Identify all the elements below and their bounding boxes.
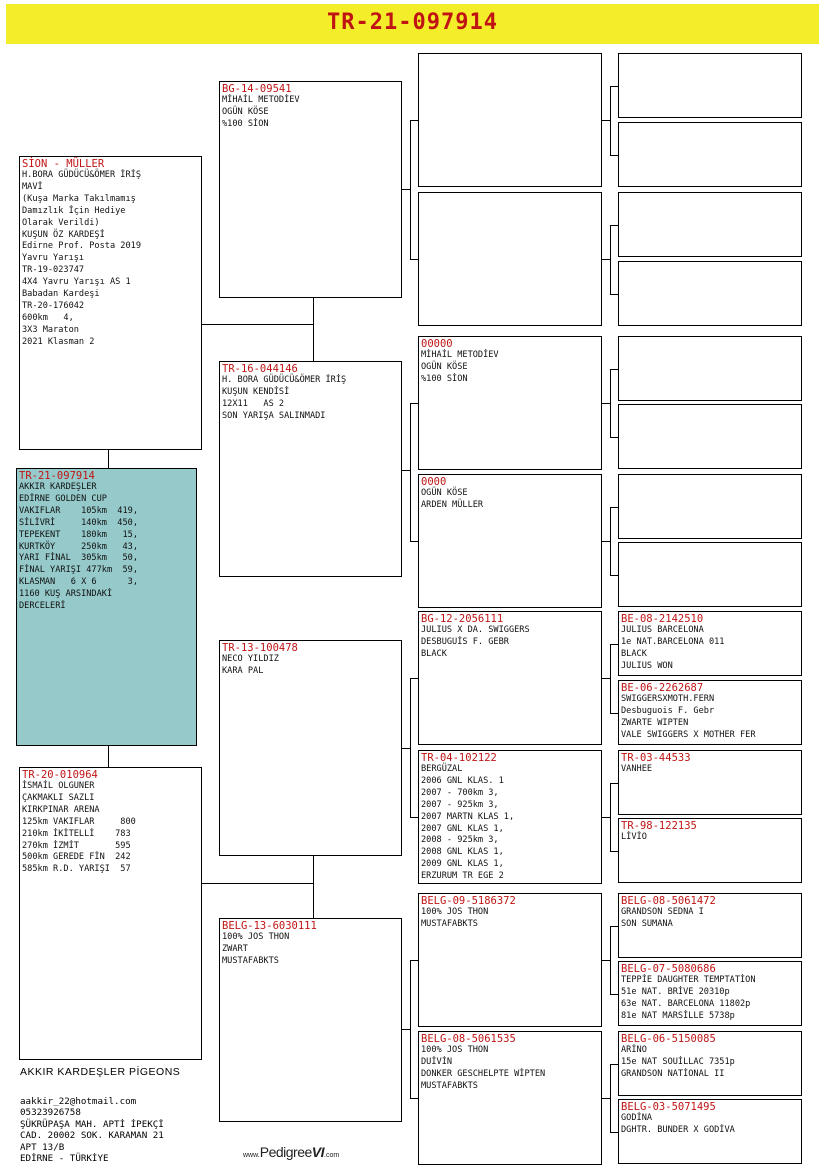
connector [610, 713, 618, 714]
pedigree-line: NECO YILDIZ [222, 654, 279, 664]
connector [602, 817, 610, 818]
pedigree-line: 3X3 Maraton [22, 324, 79, 335]
ring-number: SİON - MÜLLER [22, 158, 105, 170]
pedigree-line: 63e NAT. BARCELONA 11802p [621, 998, 751, 1009]
connector [610, 86, 618, 87]
pedigree-line: SON SUMANA [621, 918, 673, 929]
contact-info [20, 1096, 164, 1164]
pedigree-line: 100% JOS THON [222, 932, 290, 942]
ring-number: TR-98-122135 [621, 820, 697, 832]
pedigree-line: VAKIFLAR 105km 419, [19, 505, 138, 516]
ss-sire-box [418, 53, 602, 187]
connector [610, 294, 618, 295]
connector [610, 1132, 618, 1133]
connector [610, 1064, 611, 1132]
pedigree-line: 100% JOS THON [421, 907, 489, 917]
pedigree-title: TR-21-097914 [327, 10, 498, 35]
pedigree-line: SON YARIŞA SALINMADI [222, 410, 326, 421]
ring-number: TR-04-102122 [421, 752, 497, 764]
sd-sire-box [418, 336, 602, 470]
connector [610, 155, 618, 156]
connector [402, 1029, 410, 1030]
g4-box-8 [618, 542, 802, 607]
ring-number: BELG-03-5071495 [621, 1101, 716, 1113]
g4-box-4 [618, 261, 802, 326]
pedigree-line: 600km 4, [22, 312, 74, 323]
pedigree-line: KURTKÖY 250km 43, [19, 541, 138, 552]
g4-box-13 [618, 893, 802, 958]
pedigree-line: BERGÜZAL [421, 764, 463, 774]
connector [410, 1098, 418, 1099]
pedigree-line: 270km İZMİT 595 [22, 840, 131, 851]
pedigree-line: SİLİVRİ 140km 450, [19, 517, 138, 528]
pedigree-line: ARDEN MÜLLER [421, 499, 484, 510]
connector [610, 926, 611, 994]
ring-number: TR-21-097914 [19, 470, 95, 482]
connector [610, 851, 618, 852]
pedigree-line: YARI FİNAL 305km 50, [19, 553, 138, 564]
connector [410, 960, 411, 1098]
g4-box-6 [618, 404, 802, 469]
pedigree-line: TR-19-023747 [22, 265, 85, 276]
connector [610, 575, 618, 576]
connector [202, 324, 313, 325]
connector [202, 883, 313, 884]
pedigree-line: OGÜN KÖSE [222, 106, 269, 117]
g4-box-15 [618, 1031, 802, 1096]
connector [610, 783, 618, 784]
connector [402, 189, 410, 190]
pedigree-line: 15e NAT SOUİLLAC 7351p [621, 1056, 735, 1067]
pedigree-line: SWIGGERSXMOTH.FERN [621, 694, 715, 704]
contact-address-line: ŞÜKRÜPAŞA MAH. APTİ İPEKÇİ [20, 1118, 164, 1130]
pedigree-line: H.BORA GÜDÜCÜ&ÖMER İRİŞ [22, 170, 141, 180]
pedigree-line: 2021 Klasman 2 [22, 336, 95, 347]
pedigree-line: DONKER GESCHELPTE WİPTEN [421, 1068, 546, 1079]
connector [410, 120, 418, 121]
logo-suffix: .com [324, 1152, 340, 1159]
pedigree-line: BLACK [421, 648, 447, 659]
connector [610, 994, 618, 995]
pedigree-line: DUİVİN [421, 1056, 453, 1067]
connector [602, 403, 610, 404]
connector [108, 450, 109, 468]
g4-box-7 [618, 474, 802, 539]
pedigree-line: H. BORA GÜDÜCÜ&ÖMER İRİŞ [222, 375, 347, 385]
connector [410, 678, 411, 817]
pedigree-line: ZWART [222, 943, 248, 954]
pedigree-line: GODİNA [621, 1113, 653, 1123]
pedigree-line: VALE SWIGGERS X MOTHER FER [621, 729, 756, 740]
connector [410, 678, 418, 679]
pedigree-line: 500km GEREDE FİN 242 [22, 852, 131, 863]
pedigree-line: ÇAKMAKLI SAZLI [22, 792, 95, 803]
pedigree-line: GRANDSON SEDNA I [621, 907, 704, 917]
pedigree-line: VANHEE [621, 764, 653, 774]
connector [610, 644, 618, 645]
g4-box-9 [618, 611, 802, 676]
g4-box-3 [618, 192, 802, 257]
pedigree-line: 2009 GNL KLAS 1, [421, 859, 504, 870]
logo-prefix: www. [243, 1152, 260, 1159]
pedigree-line: MUSTAFABKTS [222, 955, 279, 966]
connector [610, 507, 618, 508]
pedigree-line: JULIUS WON [621, 660, 673, 671]
connector [610, 225, 618, 226]
pedigree-line: 1e NAT.BARCELONA 011 [621, 636, 725, 647]
connector [610, 507, 611, 575]
ring-number: TR-03-44533 [621, 752, 691, 764]
pedigree-line: 4X4 Yavru Yarışı AS 1 [22, 277, 131, 288]
pedigree-line: 12X11 AS 2 [222, 398, 285, 409]
dam-sire-box [219, 640, 402, 856]
connector [108, 746, 109, 767]
ring-number: TR-20-010964 [22, 769, 98, 781]
contact-city: EDİRNE - TÜRKİYE [20, 1153, 109, 1165]
connector [402, 470, 410, 471]
connector [410, 960, 418, 961]
pedigree-line: TEPPİE DAUGHTER TEMPTATİON [621, 975, 756, 985]
pedigree-line: DESBUGUİS F. GEBR [421, 636, 509, 647]
pedigree-line: ERZURUM TR EGE 2 [421, 871, 504, 882]
g4-box-16 [618, 1099, 802, 1164]
main-pigeon-box [16, 468, 197, 746]
pedigree-line: KARA PAL [222, 665, 264, 676]
pedigree-line: MİHAİL METODİEV [222, 95, 300, 105]
pedigree-line: Babadan Kardeşi [22, 289, 100, 300]
pedigree-line: 2007 GNL KLAS 1, [421, 823, 504, 834]
pedigree-line: MUSTAFABKTS [421, 1080, 478, 1091]
connector [610, 926, 618, 927]
pedigree-line: ZWARTE WIPTEN [621, 717, 689, 728]
g4-box-14 [618, 961, 802, 1026]
connector [313, 856, 314, 918]
pedigree-line: İSMAİL OLGUNER [22, 781, 95, 791]
g4-box-1 [618, 53, 802, 118]
dd-dam-box [418, 1031, 602, 1165]
connector [602, 120, 610, 121]
pedigree-line: KLASMAN 6 X 6 3, [19, 577, 138, 588]
g4-box-10 [618, 680, 802, 745]
ring-number: BE-08-2142510 [621, 613, 704, 625]
ring-number: BE-06-2262687 [621, 682, 704, 694]
pedigree-line: 2007 - 700km 3, [421, 787, 499, 798]
connector [410, 403, 411, 541]
pedigree-line: KUŞUN KENDİSİ [222, 386, 290, 397]
pedigree-line: FİNAL YARIŞI 477km 59, [19, 565, 138, 576]
connector [410, 541, 418, 542]
connector [610, 86, 611, 155]
connector [602, 541, 610, 542]
ring-number: 00000 [421, 338, 453, 350]
pedigree-line: DERCELERİ [19, 601, 66, 612]
pedigree-line: 2008 GNL KLAS 1, [421, 847, 504, 858]
g4-box-11 [618, 750, 802, 815]
ring-number: TR-13-100478 [222, 642, 298, 654]
ring-number: BG-12-2056111 [421, 613, 504, 625]
sire-box [19, 156, 202, 450]
sire-sire-box [219, 81, 402, 298]
pedigree-line: GRANDSON NATİONAL II [621, 1068, 725, 1079]
connector [410, 817, 418, 818]
pedigree-line: (Kuşa Marka Takılmamış [22, 193, 136, 204]
pedigree-line: KUŞUN ÖZ KARDEŞİ [22, 229, 105, 240]
pedigree-line: BLACK [621, 648, 647, 659]
pedigree-line: 2007 MARTN KLAS 1, [421, 811, 515, 822]
dd-sire-box [418, 893, 602, 1027]
pedigree-line: AKKIR KARDEŞLER [19, 482, 97, 492]
contact-email[interactable]: aakkir_22@hotmail.com [20, 1096, 137, 1107]
g4-box-12 [618, 818, 802, 883]
pedigree-line: %100 SİON [421, 373, 468, 384]
ds-sire-box [418, 611, 602, 745]
logo-vi: VI [311, 1144, 325, 1160]
g4-box-5 [618, 336, 802, 401]
pedigree-line: Desbuguois F. Gebr [621, 705, 715, 716]
pedigree-line: 51e NAT. BRİVE 20310p [621, 986, 730, 997]
connector [602, 678, 610, 679]
pedigree-line: DGHTR. BUNDER X GODİVA [621, 1124, 735, 1135]
pedigree-line: %100 SİON [222, 118, 269, 129]
ring-number: 0000 [421, 476, 447, 488]
ring-number: BG-14-09541 [222, 83, 292, 95]
connector [602, 259, 610, 260]
pedigree-line: 585km R.D. YARIŞI 57 [22, 864, 131, 875]
pedigree-line: 2008 - 925km 3, [421, 835, 499, 846]
dam-box [19, 767, 202, 1060]
connector [602, 960, 610, 961]
pedigree-line: MİHAİL METODİEV [421, 350, 499, 360]
pedigree-line: ARİNO [621, 1045, 647, 1055]
pedigree-line: OGÜN KÖSE [421, 361, 468, 372]
connector [410, 120, 411, 259]
pedigree-line: MAVİ [22, 181, 43, 192]
pedigree-line: LİVİO [621, 832, 647, 842]
connector [410, 259, 418, 260]
ring-number: BELG-13-6030111 [222, 920, 317, 932]
pedigree-line: Olarak Verildi) [22, 217, 100, 228]
ss-dam-box [418, 192, 602, 326]
connector [610, 437, 618, 438]
pedigree-line: JULIUS BARCELONA [621, 625, 704, 635]
pedigree-line: 1160 KUŞ ARSINDAKİ [19, 589, 113, 600]
pedigree-line: JULIUS X DA. SWIGGERS [421, 625, 530, 635]
connector [610, 369, 611, 437]
connector [602, 1098, 610, 1099]
connector [610, 225, 611, 294]
ring-number: TR-16-044146 [222, 363, 298, 375]
pedigree-line: 2006 GNL KLAS. 1 [421, 775, 504, 786]
connector [610, 783, 611, 851]
title-bar [6, 4, 819, 44]
pedigree-line: Damızlık İçin Hediye [22, 205, 126, 216]
pedigree-line: 100% JOS THON [421, 1045, 489, 1055]
logo-main: Pedigree [259, 1144, 312, 1160]
sd-dam-box [418, 474, 602, 608]
dam-dam-box [219, 918, 402, 1122]
pedigree-line: TEPEKENT 180km 15, [19, 529, 138, 540]
connector [610, 1064, 618, 1065]
contact-address-line: APT 13/B [20, 1141, 65, 1153]
owner-name: AKKIR KARDEŞLER PİGEONS [20, 1066, 181, 1078]
contact-address-line: CAD. 20002 SOK. KARAMAN 21 [20, 1130, 164, 1142]
pedigree-line: MUSTAFABKTS [421, 918, 478, 929]
pedigree-line: EDİRNE GOLDEN CUP [19, 493, 107, 504]
pedigree-line: 210km İKİTELLİ 783 [22, 828, 131, 839]
ring-number: BELG-08-5061472 [621, 895, 716, 907]
sire-dam-box [219, 361, 402, 577]
pedigree-line: KIRKPINAR ARENA [22, 804, 100, 815]
pedigree-line: 81e NAT MARSİLLE 5738p [621, 1010, 735, 1021]
ds-dam-box [418, 750, 602, 884]
pedigreevi-logo[interactable] [243, 1144, 339, 1162]
connector [610, 369, 618, 370]
connector [313, 298, 314, 361]
pedigree-line: 2007 - 925km 3, [421, 799, 499, 810]
ring-number: BELG-09-5186372 [421, 895, 516, 907]
pedigree-line: Edirne Prof. Posta 2019 [22, 241, 141, 252]
g4-box-2 [618, 122, 802, 187]
pedigree-line: Yavru Yarışı [22, 253, 85, 264]
connector [610, 644, 611, 713]
pedigree-line: OGÜN KÖSE [421, 488, 468, 498]
contact-phone[interactable]: 05323926758 [20, 1107, 81, 1119]
pedigree-line: 125km VAKIFLAR 800 [22, 816, 136, 827]
ring-number: BELG-06-5150085 [621, 1033, 716, 1045]
ring-number: BELG-08-5061535 [421, 1033, 516, 1045]
ring-number: BELG-07-5080686 [621, 963, 716, 975]
connector [410, 403, 418, 404]
pedigree-line: TR-20-176042 [22, 300, 85, 311]
connector [402, 748, 410, 749]
